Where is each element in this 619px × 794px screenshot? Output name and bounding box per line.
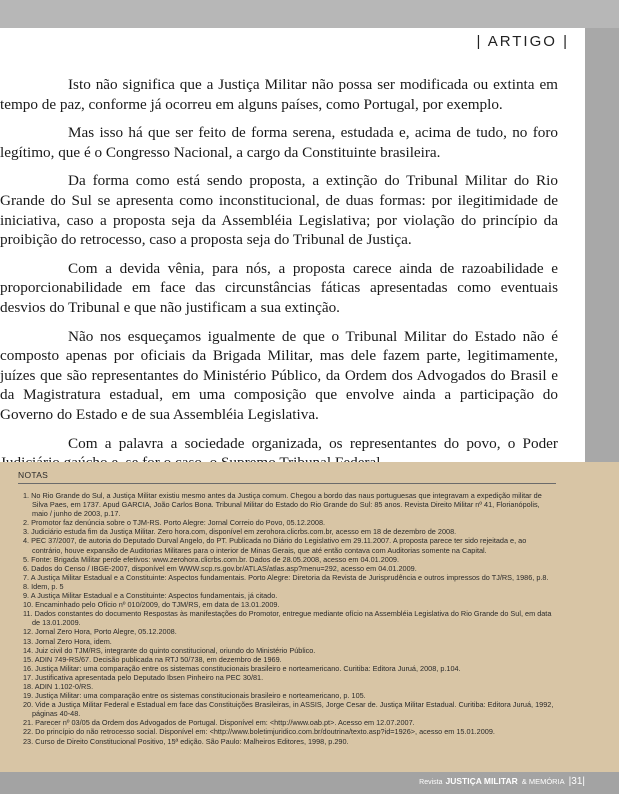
- note-item: 4. PEC 37/2007, de autoria do Deputado Durval Angelo, do PT. Publicada no Diário do Legislativo em 29.11.2007. A proposta parece ter sido rejeitada e, ao contrário, houve expansão de Auditorias Militares para o interior de Minas Gerais, que até então contava com Auditorias somente na Capital.: [23, 536, 527, 555]
- page-number: |31|: [568, 776, 585, 787]
- note-item: 11. Dados constantes do documento Respostas às manifestações do Promotor, entregue mediante ofício na Assembléia Legislativa do Rio Grande do Sul, em data de 13.01.2009.: [23, 609, 552, 628]
- note-list: [18, 491, 556, 746]
- note-item: 6. Dados do Censo / IBGE-2007, disponível em WWW.scp.rs.gov.br/ATLAS/atlas.asp?menu=292, acesso em 04.01.2009.: [23, 563, 417, 573]
- note-item: 21. Parecer nº 03/05 da Ordem dos Advogados de Portugal. Disponível em: <http://www.oab.pt>. Acesso em 12.07.2007.: [23, 718, 415, 728]
- magazine-prefix: Revista: [419, 779, 443, 786]
- note-item: 12. Jornal Zero Hora, Porto Alegre, 05.12.2008.: [23, 627, 177, 637]
- note-item: 14. Juiz civil do TJM/RS, integrante do quinto constitucional, oriundo do Ministério Público.: [23, 645, 316, 655]
- note-item: 23. Curso de Direito Constitucional Positivo, 15ª edição. São Paulo: Malheiros Editores, 1998, p.290.: [23, 736, 349, 746]
- article-paragraph: Mas isso há que ser feito de forma serena, estudada e, acima de tudo, no foro legítimo, que é o Congresso Nacional, a cargo da Constituinte brasileira.: [0, 124, 558, 161]
- note-item: 17. Justificativa apresentada pelo Deputado Ibsen Pinheiro na PEC 30/81.: [23, 672, 264, 682]
- note-item: 20. Vide a Justiça Militar Federal e Estadual em face das Constituições Brasileiras, in ASSIS, Jorge Cesar de. Justiça Militar Estadual. Curitiba: Editora Juruá, 1992, páginas 40-48.: [23, 700, 554, 719]
- notes-section: [0, 462, 619, 772]
- top-margin-strip: [0, 0, 619, 28]
- article-paragraph: Isto não significa que a Justiça Militar não possa ser modificada ou extinta em tempo de paz, conforme já ocorreu em alguns países, como Portugal, por exemplo.: [0, 76, 558, 113]
- notes-title: NOTAS: [18, 470, 556, 484]
- right-margin-strip: [585, 28, 619, 462]
- note-item: 8. Idem, p. 5: [23, 581, 64, 591]
- note-item: 16. Justiça Militar: uma comparação entre os sistemas constitucionais brasileiro e norteamericano. Curitiba: Editora Juruá, 2008, p.104.: [23, 663, 461, 673]
- note-item: 22. Do princípio do não retrocesso social. Disponível em: <http://www.boletimjuridico.com.br/doutrina/texto.asp?id=1926>, acesso em 15.01.2009.: [23, 727, 495, 737]
- section-label: | ARTIGO |: [476, 33, 569, 50]
- article-body: [0, 75, 558, 482]
- note-item: 9. A Justiça Militar Estadual e a Constituinte: Aspectos fundamentais, já citado.: [23, 591, 278, 601]
- notes-content: [18, 470, 556, 746]
- note-item: 19. Justiça Militar: uma comparação entre os sistemas constitucionais brasileiro e norteamericano, p. 105.: [23, 691, 366, 701]
- note-item: 1. No Rio Grande do Sul, a Justiça Militar existiu mesmo antes da Justiça comum. Chegou a bordo das naus portuguesas que integravam a expedição militar de Silva Paes, em 1737. Apud GARCIA, João Carlos Bona. Tribunal Militar do Estado do Rio Grande do Sul: 85 anos. Revista Direito Militar nº 41, Florianópolis, maio / junho de 2003, p.17.: [23, 491, 542, 519]
- note-item: 7. A Justiça Militar Estadual e a Constituinte: Aspectos fundamentais. Porto Alegre: Diretoria da Revista de Jurisprudência e outros impressos do TJ/RS, 1986, p.8.: [23, 572, 549, 582]
- article-paragraph: Da forma como está sendo proposta, a extinção do Tribunal Militar do Rio Grande do Sul se apresenta como inconstitucional, de duas formas: por ilegitimidade de iniciativa, caso a proposta seja da Assembléia Legislativa; por violação do princípio da proibição do retrocesso, caso a proposta seja do Tribunal de Justiça.: [0, 172, 558, 249]
- article-paragraph: Com a palavra a sociedade organizada, os representantes do povo, o Poder: [68, 434, 558, 452]
- page-footer: [419, 769, 585, 787]
- note-item: 5. Fonte: Brigada Militar perde efetivos: www.zerohora.clicrbs.com.br. Dados de 28.05.2008, acesso em 04.01.2009.: [23, 554, 399, 564]
- note-item: 15. ADIN 749-RS/67. Decisão publicada na RTJ 50/738, em dezembro de 1969.: [23, 654, 282, 664]
- note-item: 18. ADIN 1.102-0/RS.: [23, 681, 94, 691]
- note-item: 13. Jornal Zero Hora, idem.: [23, 636, 112, 646]
- article-paragraph: Com a devida vênia, para nós, a proposta carece ainda de razoabilidade e proporcionabilidade em face das circunstâncias fáticas apresentadas como eventuais desvios do Tribunal e que não justificam a sua extinção.: [0, 259, 558, 316]
- note-item: 10. Encaminhado pelo Ofício nº 010/2009, do TJM/RS, em data de 13.01.2009.: [23, 600, 280, 610]
- article-paragraph: Não nos esqueçamos igualmente de que o Tribunal Militar do Estado não é composto apenas por oficiais da Brigada Militar, mas dele fazem parte, legitimamente, juízes que são representantes do Ministério Público, da Ordem dos Advogados do Brasil e da Magistratura estadual, em uma composição que envolve ainda a participação do Governo do Estado e de sua Assembléia Legislativa.: [0, 327, 558, 423]
- magazine-suffix: & MEMÓRIA: [521, 777, 565, 786]
- note-item: 3. Judiciário estuda fim da Justiça Militar. Zero hora.com, disponível em zerohora.clicrbs.com.br, acesso em 18 de dezembro de 2008.: [23, 527, 457, 537]
- magazine-name: JUSTIÇA MILITAR: [445, 776, 518, 786]
- note-item: 2. Promotor faz denúncia sobre o TJM-RS. Porto Alegre: Jornal Correio do Povo, 05.12.2008.: [23, 518, 326, 528]
